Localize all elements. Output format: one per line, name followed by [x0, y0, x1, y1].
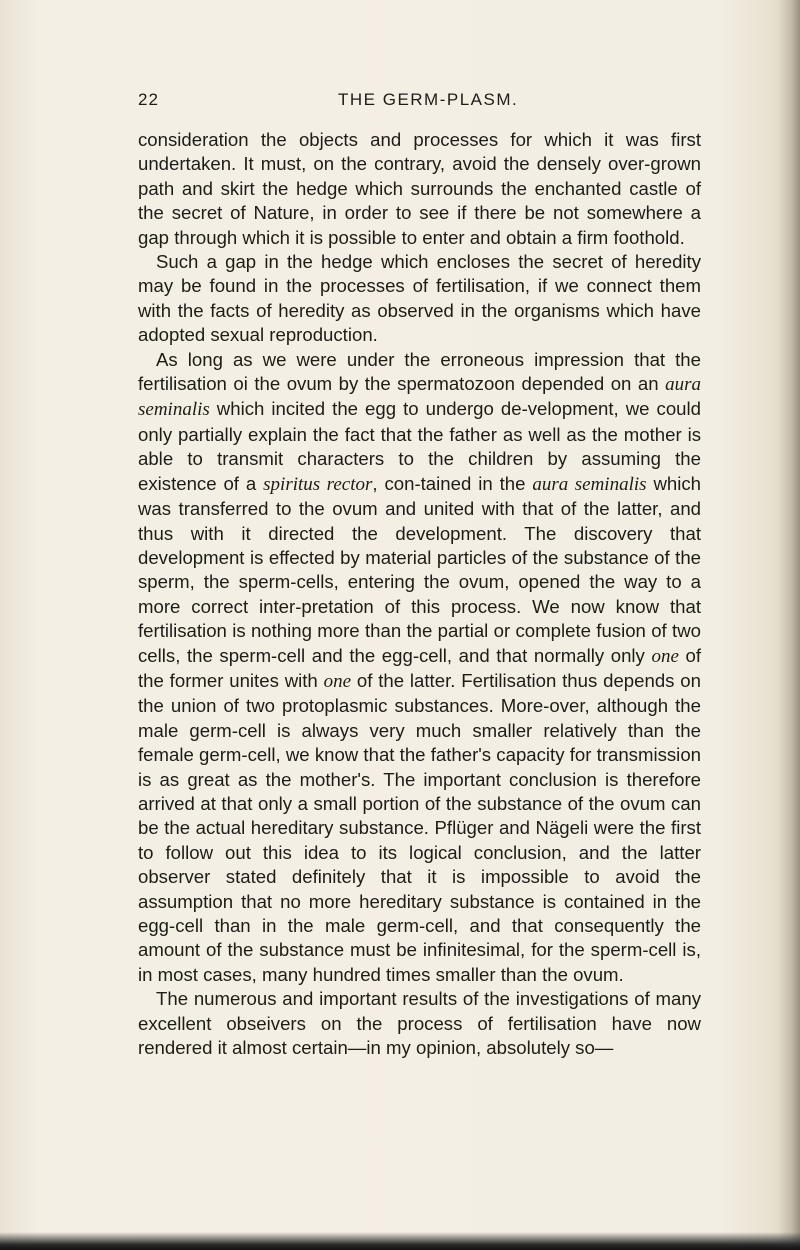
paragraph-2 [138, 250, 701, 348]
paragraph-text: of the latter. Fertilisation thus depends on the union of two protoplasmic substances. More-over, although the male germ-cell is always very much smaller relatively than the female germ-cell, we know that the father's capacity for transmission is as great as the mother's. The important conclusion is therefore arrived at that only a small portion of the substance of the ovum can be the actual hereditary substance. Pflüger and Nägeli were the first to follow out this idea to its logical conclusion, and the latter observer stated definitely that it is impossible to avoid the assumption that no more hereditary substance is contained in the egg-cell than in the male germ-cell, and that consequently the amount of the substance must be infinitesimal, for the sperm-cell is, in most cases, many hundred times smaller than the ovum. [138, 669, 701, 985]
page-number: 22 [138, 90, 159, 109]
binding-shadow [778, 0, 800, 1250]
italic-word-one: one [651, 645, 679, 667]
paragraph-3 [138, 348, 701, 988]
italic-term-aura-seminalis: aura seminalis [138, 374, 701, 421]
paragraph-text: Such a gap in the hedge which encloses the secret of heredity may be found in the processes of fertilisation, if we connect them with the facts of heredity as observed in the organisms which have adopted sexual reproduction. [138, 251, 701, 346]
paragraph-text: As long as we were under the erroneous impression that the fertilisation oi the ovum by the spermatozoon depended on an [138, 348, 701, 395]
paragraph-text: of the former unites with [138, 644, 701, 691]
paragraph-4 [138, 987, 701, 1060]
paragraph-text: which incited the egg to undergo de-velopment, we could only partially explain the fact that the father as well as the mother is able to transmit characters to the children by assuming the existence of a [138, 398, 701, 494]
italic-term-aura-seminalis: aura seminalis [532, 473, 647, 495]
paragraph-text: The numerous and important results of the investigations of many excellent obseivers on the process of fertilisation have now rendered it almost certain—in my opinion, absolutely so— [138, 988, 701, 1059]
italic-word-one: one [323, 670, 352, 692]
paragraph-1 [138, 128, 701, 250]
running-title: THE GERM-PLASM. [338, 90, 519, 109]
paragraph-text: , con-tained in the [372, 472, 533, 494]
page-header [138, 90, 698, 114]
paragraph-text: consideration the objects and processes for which it was first undertaken. It must, on the contrary, avoid the densely over-grown path and skirt the hedge which surrounds the enchanted castle of the secret of Nature, in order to see if there be not somewhere a gap through which it is possible to enter and obtain a firm foothold. [138, 129, 701, 248]
paragraph-text: which was transferred to the ovum and united with that of the latter, and thus with it directed the development. The discovery that development is effected by material particles of the substance of the sperm, the sperm-cells, entering the ovum, opened the way to a more correct inter-pretation of this process. We now know that fertilisation is nothing more than the partial or complete fusion of two cells, the sperm-cell and the egg-cell, and that normally only [138, 472, 701, 666]
body-text [138, 128, 701, 1060]
italic-term-spiritus-rector: spiritus rector [263, 473, 373, 495]
page-bottom-edge [0, 1232, 800, 1250]
